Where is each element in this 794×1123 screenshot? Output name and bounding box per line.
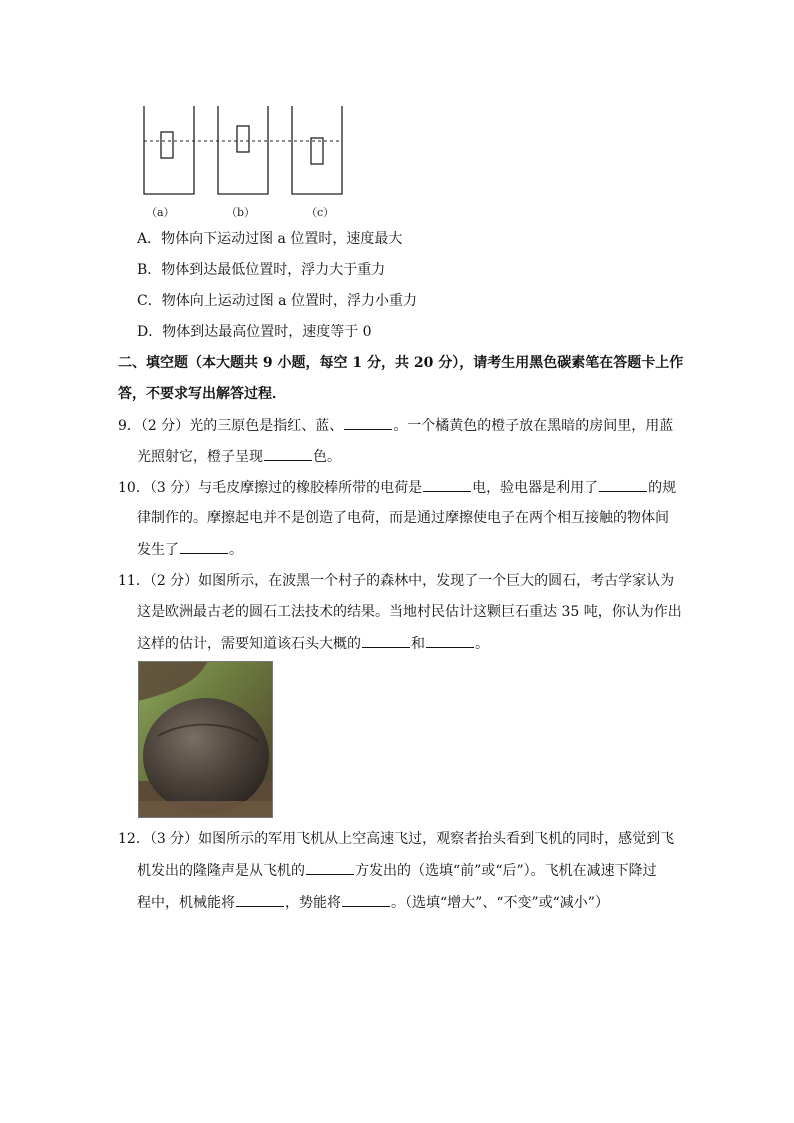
answer-blank	[423, 477, 471, 492]
option-a: A．物体向下运动过图 a 位置时，速度最大	[137, 231, 403, 247]
q9-line2: 光照射它，橙子呈现 色。	[137, 446, 341, 467]
section-heading-line2: 答，不要求写出解答过程．	[118, 386, 286, 402]
fig-label-a: （a）	[146, 206, 175, 219]
option-c: C．物体向上运动过图 a 位置时，浮力小重力	[137, 293, 417, 309]
object-b	[237, 126, 249, 152]
stone-ball-photo	[138, 661, 273, 818]
q10-line3: 发生了 。	[137, 539, 243, 560]
option-d: D．物体到达最高位置时，速度等于 0	[137, 324, 372, 340]
fig-label-b: （b）	[226, 206, 256, 219]
q10-line1: 10．（3 分）与毛皮摩擦过的橡胶棒所带的电荷是 电，验电器是利用了 的规	[118, 477, 676, 498]
answer-blank	[264, 446, 312, 461]
section-heading-line1: 二、填空题（本大题共 9 小题，每空 1 分，共 20 分），请考生用黑色碳素笔在答题卡上作	[118, 355, 684, 371]
q9-line1: 9．（2 分）光的三原色是指红、蓝、 。一个橘黄色的橙子放在黑暗的房间里，用蓝	[118, 415, 673, 436]
beaker-c	[292, 106, 342, 194]
q12-line2: 机发出的隆隆声是从飞机的 方发出的（选填“前”或“后”）。飞机在减速下降过	[137, 860, 657, 881]
fig-label-c: （c）	[306, 206, 335, 219]
q11-line2: 这是欧洲最古老的圆石工法技术的结果。当地村民估计这颗巨石重达 35 吨，你认为作出	[137, 604, 682, 620]
q11-line3: 这样的估计，需要知道该石头大概的 和 。	[137, 633, 489, 654]
q12-line1: 12．（3 分）如图所示的军用飞机从上空高速飞过，观察者抬头看到飞机的同时，感觉到飞	[118, 831, 675, 847]
answer-blank	[342, 892, 390, 907]
q11-line1: 11．（2 分）如图所示，在波黑一个村子的森林中，发现了一个巨大的圆石，考古学家认为	[118, 573, 675, 589]
object-a	[161, 132, 173, 158]
beaker-b	[218, 106, 268, 194]
answer-blank	[236, 892, 284, 907]
q10-line2: 律制作的。摩擦起电并不是创造了电荷，而是通过摩擦使电子在两个相互接触的物体间	[137, 510, 669, 526]
answer-blank	[180, 539, 228, 554]
beaker-a	[144, 106, 194, 194]
answer-blank	[426, 633, 474, 648]
beaker-figure	[138, 104, 348, 220]
answer-blank	[599, 477, 647, 492]
answer-blank	[306, 860, 354, 875]
answer-blank	[362, 633, 410, 648]
option-b: B．物体到达最低位置时，浮力大于重力	[137, 262, 386, 278]
object-c	[311, 138, 323, 164]
q12-line3: 程中，机械能将 ，势能将 。（选填“增大”、“不变”或“减小”）	[137, 892, 609, 913]
answer-blank	[344, 415, 392, 430]
